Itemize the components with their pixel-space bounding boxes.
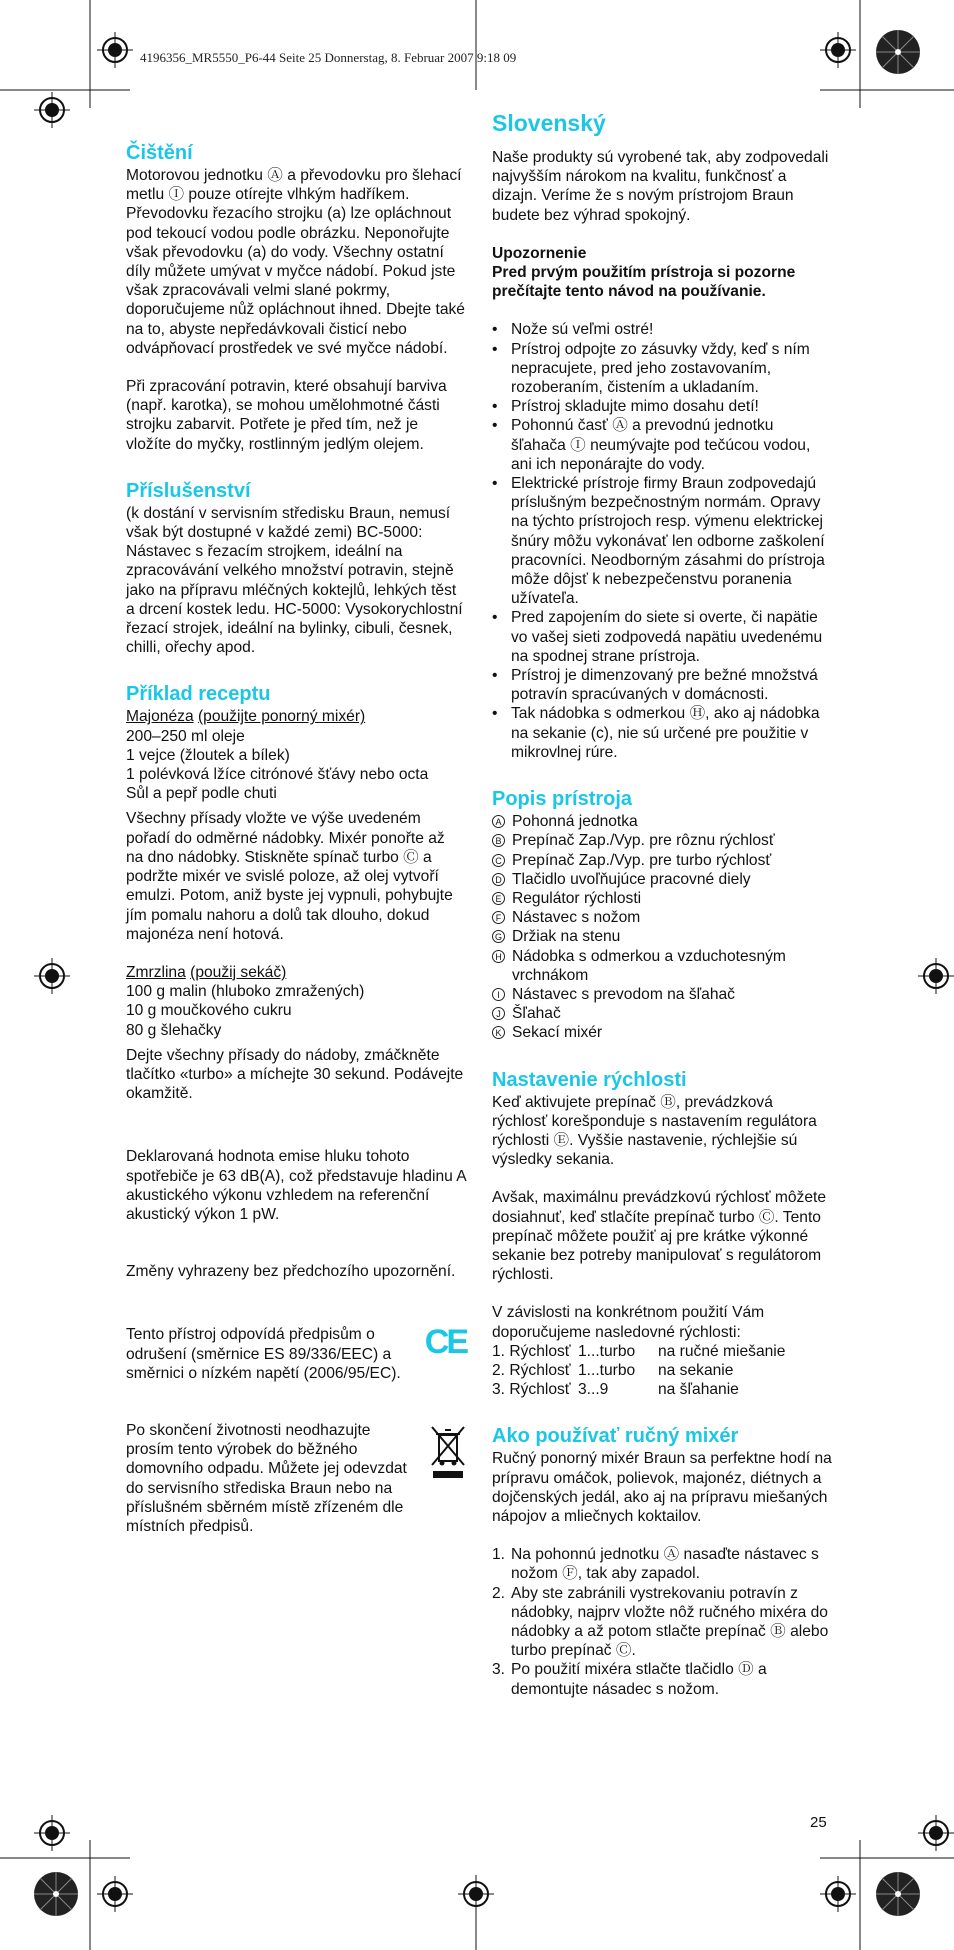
paragraph: (k dostání v servisním středisku Braun, nemusí však být dostupné v každé zemi) BC-5000: Nástavec s řezacím strojkem, ideální na zpracovávání velkého množství potravin, stejně jako na přípravu mléčných koktejlů, lehkých těst a drcení kostek ledu. HC-5000: Vysokorychlostní řezací strojek, ideální na bylinky, cibuli, česnek, chilli, ořechy apod. — [126, 504, 463, 657]
part-label: Prepínač Zap./Vyp. pre turbo rýchlosť — [512, 851, 772, 869]
ingredient: 1 vejce (žloutek a bílek) — [126, 746, 290, 764]
crossed-bin-icon — [430, 1425, 466, 1481]
table-cell: 1...turbo — [578, 1342, 636, 1360]
registration-target-icon — [34, 958, 70, 994]
part-label: Tlačidlo uvoľňujúce pracovné diely — [512, 870, 751, 888]
part-label: Držiak na stenu — [512, 928, 621, 946]
table-cell: na ručné miešanie — [658, 1342, 786, 1360]
part-letter: G — [492, 930, 505, 943]
ingredient-list — [126, 727, 466, 804]
step-text: Aby ste zabránili vystrekovaniu potravín z nádobky, najprv vložte nôž ručného mixéra do nádobky a až potom stlačte prepínač Ⓑ alebo turbo prepínač Ⓒ. — [511, 1584, 829, 1660]
part-label: Nádobka s odmerkou a vzduchotesným vrchnákom — [512, 947, 786, 984]
star-target-icon — [874, 28, 922, 76]
section-title-mixer: Ako používať ručný mixér — [492, 1425, 739, 1448]
ingredient: 1 polévková lžíce citrónové šťávy nebo octa — [126, 766, 429, 784]
part-letter: D — [492, 873, 505, 886]
part-item — [492, 1023, 832, 1042]
table-row — [492, 1380, 785, 1399]
part-item — [492, 870, 832, 889]
table-row — [492, 1342, 785, 1361]
ce-mark-logo: CE — [424, 1323, 466, 1362]
recipe-note: (použijte ponorný mixér) — [197, 708, 366, 726]
star-target-icon — [32, 1870, 80, 1918]
table-cell: 2. Rýchlosť — [492, 1361, 571, 1379]
part-letter: F — [492, 911, 505, 924]
part-label: Regulátor rýchlosti — [512, 889, 642, 907]
registration-target-icon — [918, 1815, 954, 1851]
step-item: 2. Aby ste zabránili vystrekovaniu potravín z nádobky, najprv vložte nôž ručného mixéra do nádobky a až potom stlačte prepínač Ⓑ alebo turbo prepínač Ⓒ. — [492, 1584, 829, 1660]
part-item — [492, 851, 832, 870]
step-text: Na pohonnú jednotku Ⓐ nasaďte nástavec s nožom Ⓕ, tak aby zapadol. — [511, 1546, 819, 1583]
part-label: Prepínač Zap./Vyp. pre rôznu rýchlosť — [512, 832, 775, 850]
language-title-slovensky: Slovenský — [492, 110, 606, 136]
recipe-heading-ice — [126, 963, 466, 982]
recipe-heading-mayo — [126, 707, 466, 726]
part-label: Nástavec s prevodom na šľahač — [512, 985, 735, 1003]
paragraph: Avšak, maximálnu prevádzkovú rýchlosť môžete dosiahnuť, keď stlačíte prepínač turbo Ⓒ. Tento prepínač môžete použiť aj pre krátke výkonné sekanie bez potreby manipulovať s regulátorom rýchlosti. — [492, 1189, 827, 1284]
table-row — [492, 1361, 785, 1380]
ingredient: 100 g malin (hluboko zmražených) — [126, 983, 365, 1001]
changes-notice: Změny vyhrazeny bez předchozího upozornění. — [126, 1263, 456, 1281]
table-cell: na šľahanie — [658, 1381, 739, 1399]
registration-target-icon — [918, 958, 954, 994]
ingredient: 80 g šlehačky — [126, 1021, 222, 1039]
list-item: • Tak nádobka s odmerkou Ⓗ, ako aj nádobka na sekanie (c), nie sú určené pre použitie v mikrovlnej rúre. — [492, 704, 832, 762]
paragraph: Motorovou jednotku Ⓐ a převodovku pro šlehací metlu Ⓘ pouze otírejte vlhkým hadříkem. Převodovku řezacího strojku (a) lze opláchnout pod tekoucí vodou podle obrázku. Neponořujte však převodovku (a) do vody. Všechny ostatní díly můžete umývat v myčce nádobí. Pokud jste však zpracovávali velmi slané pokrmy, doporučujeme nůž opláchnout ihned. Dbejte také na to, abyste nepředávkovali čisticí nebo odvápňovací prostředek ve své myčce nádobí. — [126, 167, 465, 357]
steps-list — [492, 1545, 832, 1699]
table-cell: na sekanie — [658, 1361, 734, 1379]
disposal-block — [126, 1421, 466, 1536]
paragraph: V závislosti na konkrétnom použití Vám doporučujeme nasledovné rýchlosti: — [492, 1304, 765, 1341]
section-title-cisteni: Čištění — [126, 142, 193, 164]
part-letter: I — [492, 988, 505, 1001]
parts-list — [492, 812, 832, 1042]
recipe-note: (použij sekáč) — [190, 963, 287, 981]
disposal-text: Po skončení životnosti neodhazujte prosím tento výrobek do běžného domovního odpadu. Můžete jej odevzdat do servisního střediska Braun nebo na příslušném sběrném místě zřízeném dle místních předpisů. — [126, 1421, 407, 1535]
compliance-block — [126, 1325, 466, 1383]
part-label: Pohonná jednotka — [512, 813, 638, 831]
part-item — [492, 812, 832, 831]
step-text: Po použití mixéra stlačte tlačidlo Ⓓ a demontujte násadec s nožom. — [511, 1661, 767, 1698]
list-item: • Prístroj skladujte mimo dosahu detí! — [492, 397, 832, 416]
part-label: Šľahač — [512, 1005, 561, 1023]
list-item: • Prístroj odpojte zo zásuvky vždy, keď s ním nepracujete, pred jeho zostavovaním, rozoberaním, čistením a ukladaním. — [492, 340, 832, 398]
registration-target-icon — [97, 1876, 133, 1912]
ingredient: 10 g moučkového cukru — [126, 1002, 292, 1020]
safety-list — [492, 320, 832, 762]
right-column — [492, 108, 832, 1699]
registration-target-icon — [97, 32, 133, 68]
print-slug: 4196356_MR5550_P6-44 Seite 25 Donnerstag, 8. Februar 2007 9:18 09 — [140, 50, 517, 65]
ingredient: Sůl a pepř podle chuti — [126, 785, 277, 803]
part-letter: B — [492, 834, 505, 847]
ingredient: 200–250 ml oleje — [126, 727, 245, 745]
part-letter: C — [492, 854, 505, 867]
speed-table — [492, 1342, 785, 1400]
step-item: 3. Po použití mixéra stlačte tlačidlo Ⓓ a demontujte násadec s nožom. — [492, 1661, 767, 1698]
paragraph: Dejte všechny přísady do nádoby, zmáčkněte tlačítko «turbo» a míchejte 30 sekund. Podávejte okamžitě. — [126, 1046, 464, 1103]
star-target-icon — [874, 1870, 922, 1918]
recipe-title: Zmrzlina — [126, 963, 186, 981]
part-label: Nástavec s nožom — [512, 909, 641, 927]
list-item: • Nože sú veľmi ostré! — [492, 320, 832, 339]
part-item — [492, 927, 832, 946]
part-letter: E — [492, 892, 505, 905]
recipe-title: Majonéza — [126, 708, 194, 726]
registration-target-icon — [820, 32, 856, 68]
part-letter: H — [492, 950, 505, 963]
table-cell: 3. Rýchlosť — [492, 1381, 571, 1399]
warning-title: Upozornenie — [492, 244, 587, 262]
ingredient-list — [126, 982, 466, 1040]
left-column — [126, 140, 466, 1536]
part-item — [492, 985, 832, 1004]
table-cell: 3...9 — [578, 1381, 609, 1399]
part-item — [492, 1004, 832, 1023]
part-item — [492, 947, 832, 985]
section-title-prislusenstvi: Příslušenství — [126, 479, 251, 502]
table-cell: 1. Rýchlosť — [492, 1342, 571, 1360]
registration-target-icon — [34, 1815, 70, 1851]
part-item — [492, 889, 832, 908]
part-label: Sekací mixér — [512, 1024, 603, 1042]
list-item: • Elektrické prístroje firmy Braun zodpovedajú príslušným bezpečnostným normám. Opravy na týchto prístrojoch resp. výmenu elektrickej šnúry môžu vykonávať len odborne zaškolení pracovníci. Neodborným zásahmi do prístroja môže dôjsť k nebezpečenstvu poranenia užívateľa. — [492, 474, 832, 608]
section-title-rychlost: Nastavenie rýchlosti — [492, 1068, 687, 1091]
paragraph: Ručný ponorný mixér Braun sa perfektne hodí na prípravu omáčok, polievok, majonéz, diétnych a dojčenských jedál, ako aj na prípravu miešaných nápojov a mliečnych koktailov. — [492, 1450, 832, 1525]
list-item: • Prístroj je dimenzovaný pre bežné množstvá potravín spracúvaných v domácnosti. — [492, 666, 832, 704]
part-item — [492, 908, 832, 927]
part-letter: J — [492, 1007, 505, 1020]
table-cell: 1...turbo — [578, 1361, 636, 1379]
noise-declaration: Deklarovaná hodnota emise hluku tohoto spotřebiče je 63 dB(A), což představuje hladinu A akustického výkonu vzhledem na referenční akustický výkon 1 pW. — [126, 1148, 466, 1223]
section-title-popis: Popis prístroja — [492, 788, 633, 811]
registration-target-icon — [34, 92, 70, 128]
part-item — [492, 831, 832, 850]
list-item: • Pohonnú časť Ⓐ a prevodnú jednotku šľahača Ⓘ neumývajte pod tečúcou vodou, ani ich neponárajte do vody. — [492, 416, 832, 474]
paragraph: Naše produkty sú vyrobené tak, aby zodpovedali najvyšším nárokom na kvalitu, funkčnosť a dizajn. Veríme že s novým prístrojom Braun budete bez výhrad spokojný. — [492, 149, 829, 224]
section-title-recept: Příklad receptu — [126, 683, 271, 706]
compliance-text: Tento přístroj odpovídá předpisům o odrušení (směrnice ES 89/336/EEC) a směrnici o nízkém napětí (2006/95/EC). — [126, 1326, 401, 1382]
warning-text: Pred prvým použitím prístroja si pozorne prečítajte tento návod na používanie. — [492, 264, 796, 301]
paragraph: Při zpracování potravin, které obsahují barviva (např. karotka), se mohou umělohmotné části strojku zabarvit. Potřete je před tím, než je vložíte do myčky, rostlinným jedlým olejem. — [126, 378, 447, 453]
page-number: 25 — [810, 1814, 827, 1831]
paragraph: Keď aktivujete prepínač Ⓑ, prevádzková rýchlosť korešponduje s nastavením regulátora rýchlosti Ⓔ. Vyššie nastavenie, rýchlejšie sú výsledky sekania. — [492, 1093, 817, 1169]
registration-target-icon — [820, 1876, 856, 1912]
step-item: 1. Na pohonnú jednotku Ⓐ nasaďte nástavec s nožom Ⓕ, tak aby zapadol. — [492, 1546, 819, 1583]
part-letter: K — [492, 1026, 505, 1039]
part-letter: A — [492, 815, 505, 828]
paragraph: Všechny přísady vložte ve výše uvedeném pořadí do odměrné nádobky. Mixér ponořte až na dno nádobky. Stiskněte spínač turbo Ⓒ a podržte mixér ve svislé poloze, až olej vytvoří emulzi. Potom, aniž byste jej vypnuli, pohybujte jím pomalu nahoru a dolů tak dlouho, dokud majonéza není hotová. — [126, 810, 453, 943]
list-item: • Pred zapojením do siete si overte, či napätie vo vašej sieti zodpovedá napätiu uvedenému na spodnej strane prístroja. — [492, 608, 832, 666]
registration-target-icon — [458, 1876, 494, 1912]
